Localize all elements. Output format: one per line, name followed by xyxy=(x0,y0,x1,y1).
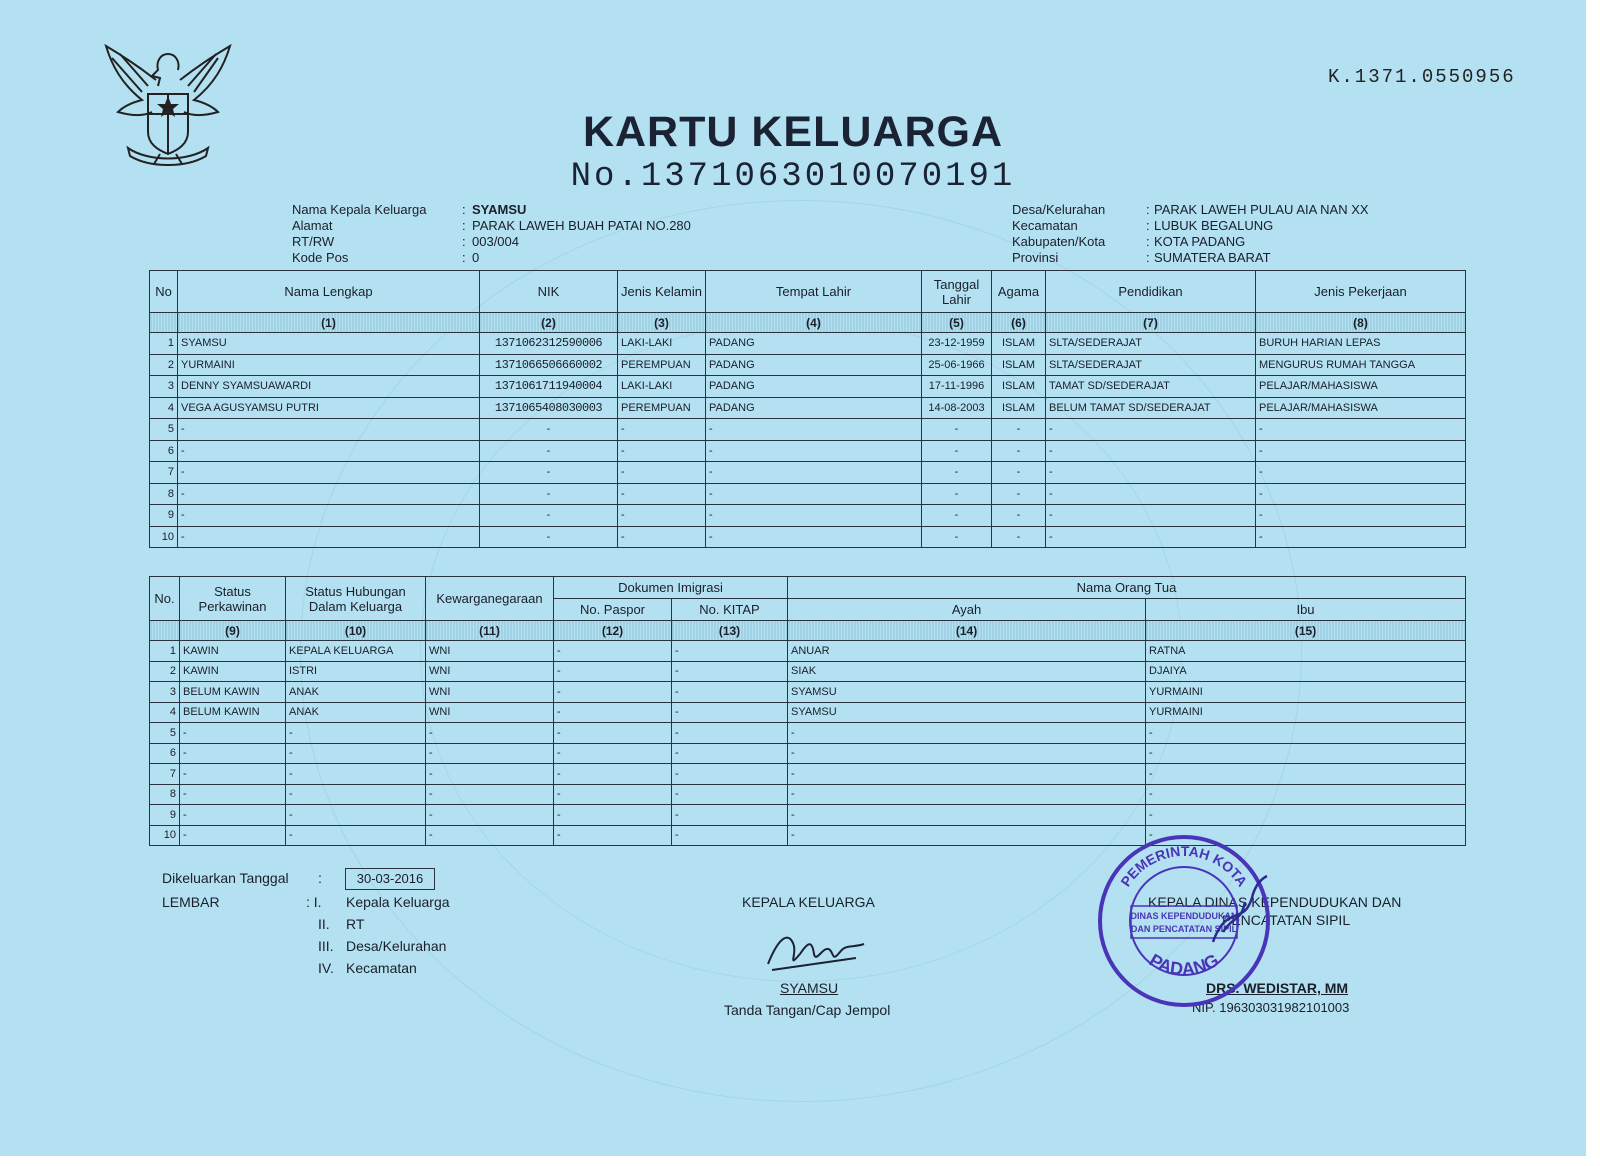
cell-pendidikan: SLTA/SEDERAJAT xyxy=(1046,333,1256,355)
cell-paspor: - xyxy=(554,723,672,744)
col-kewarganegaraan: Kewarganegaraan xyxy=(426,577,554,621)
cell-agama: ISLAM xyxy=(992,397,1046,419)
col-no: No xyxy=(150,271,178,313)
table-row xyxy=(150,764,1466,785)
cell-no: 4 xyxy=(150,702,180,723)
cell-nama: DENNY SYAMSUAWARDI xyxy=(178,376,480,398)
col-agama: Agama xyxy=(992,271,1046,313)
num-cell: (1) xyxy=(178,313,480,333)
cell-tanggal-lahir: - xyxy=(922,462,992,484)
cell-nik: - xyxy=(480,440,618,462)
num-cell xyxy=(150,621,180,641)
cell-ibu: RATNA xyxy=(1146,641,1466,662)
cell-hubungan: - xyxy=(286,784,426,805)
cell-nik: 1371062312590006 xyxy=(480,333,618,355)
head-signature-title: KEPALA KELUARGA xyxy=(742,894,875,910)
cell-kewarganegaraan: WNI xyxy=(426,641,554,662)
table-row xyxy=(150,354,1466,376)
official-nip: NIP. 196303031982101003 xyxy=(1192,1000,1350,1015)
lembar-text-1: Kepala Keluarga xyxy=(346,894,450,910)
table-row xyxy=(150,397,1466,419)
address-label: Alamat xyxy=(292,218,333,233)
cell-paspor: - xyxy=(554,743,672,764)
family-status-table xyxy=(149,576,1466,846)
cell-nama: VEGA AGUSYAMSU PUTRI xyxy=(178,397,480,419)
cell-nik: - xyxy=(480,419,618,441)
cell-hubungan: - xyxy=(286,743,426,764)
cell-nik: - xyxy=(480,483,618,505)
cell-paspor: - xyxy=(554,764,672,785)
cell-no: 8 xyxy=(150,483,178,505)
cell-tempat-lahir: - xyxy=(706,505,922,527)
table-row xyxy=(150,419,1466,441)
table-row xyxy=(150,526,1466,548)
cell-ayah: SYAMSU xyxy=(788,682,1146,703)
cell-jenis-kelamin: - xyxy=(618,440,706,462)
num-cell: (12) xyxy=(554,621,672,641)
cell-tempat-lahir: PADANG xyxy=(706,397,922,419)
svg-text:PADANG xyxy=(1146,950,1222,979)
cell-hubungan: ANAK xyxy=(286,702,426,723)
cell-paspor: - xyxy=(554,702,672,723)
table-row xyxy=(150,462,1466,484)
cell-tanggal-lahir: 14-08-2003 xyxy=(922,397,992,419)
cell-agama: - xyxy=(992,526,1046,548)
num-cell: (14) xyxy=(788,621,1146,641)
num-cell: (2) xyxy=(480,313,618,333)
cell-jenis-kelamin: LAKI-LAKI xyxy=(618,333,706,355)
num-cell: (7) xyxy=(1046,313,1256,333)
cell-kitap: - xyxy=(672,661,788,682)
cell-agama: - xyxy=(992,419,1046,441)
cell-pekerjaan: - xyxy=(1256,505,1466,527)
postcode-value: 0 xyxy=(472,250,480,265)
col-orang-tua: Nama Orang Tua xyxy=(788,577,1466,599)
num-cell: (6) xyxy=(992,313,1046,333)
cell-no: 5 xyxy=(150,723,180,744)
table-row xyxy=(150,440,1466,462)
cell-no: 3 xyxy=(150,376,178,398)
stamp-top-text: PEMERINTAH KOTA xyxy=(1117,842,1251,890)
lembar-num-1: : I. xyxy=(306,894,322,910)
num-cell: (8) xyxy=(1256,313,1466,333)
num-cell: (15) xyxy=(1146,621,1466,641)
cell-tempat-lahir: PADANG xyxy=(706,333,922,355)
cell-ibu: YURMAINI xyxy=(1146,702,1466,723)
rtrw-value: 003/004 xyxy=(472,234,519,249)
cell-nik: - xyxy=(480,462,618,484)
col-kitap: No. KITAP xyxy=(672,599,788,621)
issued-label: Dikeluarkan Tanggal xyxy=(162,870,289,886)
cell-ayah: SIAK xyxy=(788,661,1146,682)
lembar-label: LEMBAR xyxy=(162,894,220,910)
cell-pekerjaan: PELAJAR/MAHASISWA xyxy=(1256,376,1466,398)
cell-no: 1 xyxy=(150,333,178,355)
cell-nama: - xyxy=(178,526,480,548)
cell-kitap: - xyxy=(672,784,788,805)
cell-kitap: - xyxy=(672,743,788,764)
cell-no: 4 xyxy=(150,397,178,419)
col2-no: No. xyxy=(150,577,180,621)
cell-hubungan: - xyxy=(286,805,426,826)
cell-agama: - xyxy=(992,505,1046,527)
cell-pendidikan: - xyxy=(1046,440,1256,462)
document-title: KARTU KELUARGA xyxy=(582,108,1004,156)
table-row xyxy=(150,702,1466,723)
cell-tempat-lahir: - xyxy=(706,419,922,441)
cell-status-kawin: - xyxy=(180,805,286,826)
family-members-table xyxy=(149,270,1466,548)
cell-pekerjaan: - xyxy=(1256,483,1466,505)
official-name: DRS. WEDISTAR, MM xyxy=(1206,980,1349,996)
head-signature-name: SYAMSU xyxy=(780,980,839,996)
cell-tempat-lahir: PADANG xyxy=(706,376,922,398)
serial-number: K.1371.0550956 xyxy=(1328,66,1516,88)
cell-kewarganegaraan: WNI xyxy=(426,661,554,682)
col-ibu: Ibu xyxy=(1146,599,1466,621)
table-row xyxy=(150,661,1466,682)
cell-status-kawin: - xyxy=(180,784,286,805)
cell-pekerjaan: - xyxy=(1256,462,1466,484)
cell-kitap: - xyxy=(672,682,788,703)
num-cell: (5) xyxy=(922,313,992,333)
cell-tanggal-lahir: - xyxy=(922,440,992,462)
num-cell: (3) xyxy=(618,313,706,333)
col-nama: Nama Lengkap xyxy=(178,271,480,313)
cell-jenis-kelamin: - xyxy=(618,505,706,527)
cell-kitap: - xyxy=(672,825,788,846)
cell-status-kawin: BELUM KAWIN xyxy=(180,682,286,703)
cell-ayah: SYAMSU xyxy=(788,702,1146,723)
col-hubungan: Status Hubungan Dalam Keluarga xyxy=(286,577,426,621)
cell-nama: YURMAINI xyxy=(178,354,480,376)
cell-agama: - xyxy=(992,440,1046,462)
stamp-inner-1: DINAS KEPENDUDUKAN xyxy=(1130,911,1238,921)
cell-nama: - xyxy=(178,483,480,505)
cell-pendidikan: - xyxy=(1046,526,1256,548)
cell-pendidikan: SLTA/SEDERAJAT xyxy=(1046,354,1256,376)
province-label: Provinsi xyxy=(1012,250,1059,265)
cell-tanggal-lahir: - xyxy=(922,483,992,505)
table-row xyxy=(150,483,1466,505)
cell-kitap: - xyxy=(672,723,788,744)
cell-kitap: - xyxy=(672,764,788,785)
table-row xyxy=(150,333,1466,355)
cell-tempat-lahir: - xyxy=(706,526,922,548)
cell-hubungan: KEPALA KELUARGA xyxy=(286,641,426,662)
col-nik: NIK xyxy=(480,271,618,313)
lembar-text-2: RT xyxy=(346,916,365,932)
cell-nama: SYAMSU xyxy=(178,333,480,355)
cell-paspor: - xyxy=(554,661,672,682)
head-name-label: Nama Kepala Keluarga xyxy=(292,202,427,217)
official-title-line2: PENCATATAN SIPIL xyxy=(1222,912,1351,928)
head-signature-caption: Tanda Tangan/Cap Jempol xyxy=(724,1002,891,1018)
lembar-text-4: Kecamatan xyxy=(346,960,417,976)
cell-ibu: - xyxy=(1146,784,1466,805)
col-dokumen: Dokumen Imigrasi xyxy=(554,577,788,599)
cell-kitap: - xyxy=(672,805,788,826)
cell-paspor: - xyxy=(554,825,672,846)
cell-tanggal-lahir: 23-12-1959 xyxy=(922,333,992,355)
cell-nama: - xyxy=(178,419,480,441)
cell-hubungan: ANAK xyxy=(286,682,426,703)
cell-agama: ISLAM xyxy=(992,354,1046,376)
cell-kewarganegaraan: - xyxy=(426,723,554,744)
cell-no: 2 xyxy=(150,354,178,376)
cell-jenis-kelamin: - xyxy=(618,419,706,441)
cell-agama: ISLAM xyxy=(992,376,1046,398)
cell-hubungan: ISTRI xyxy=(286,661,426,682)
cell-nik: - xyxy=(480,526,618,548)
official-stamp-icon xyxy=(1095,832,1273,1010)
table-row xyxy=(150,805,1466,826)
cell-agama: - xyxy=(992,462,1046,484)
cell-jenis-kelamin: - xyxy=(618,462,706,484)
num-cell xyxy=(150,313,178,333)
cell-no: 7 xyxy=(150,764,180,785)
cell-pekerjaan: MENGURUS RUMAH TANGGA xyxy=(1256,354,1466,376)
table-row xyxy=(150,743,1466,764)
cell-ibu: - xyxy=(1146,764,1466,785)
cell-ibu: YURMAINI xyxy=(1146,682,1466,703)
regency-value: KOTA PADANG xyxy=(1154,234,1246,249)
cell-tempat-lahir: - xyxy=(706,440,922,462)
cell-agama: ISLAM xyxy=(992,333,1046,355)
kartu-keluarga-document: K.1371.0550956 KARTU KELUARGA No.1371063010070191 Nama Kepala Keluarga : SYAMSU Alamat : PARAK LAWEH BUAH PATAI NO.280 RT/RW : 003/004 Kode Pos : 0 Desa/Kelurahan : PARAK LAWEH PULAU AIA NAN XX Kecamatan : LUBUK BEGALUNG Kabupaten/Kota : KOTA PADANG Provinsi : SUMATERA BARAT No Nama Lengkap NIK Jenis Kelamin Tempat Lahir Tanggal Lahir Agama Pendidikan Jenis Pekerjaan (1) (2) (3) (4) (5) (6) (7) (8) 1 SYAMSU 1371062312590006 LAKI-LAKI PADANG 23-12-1959 ISLAM SLTA/SEDERAJAT BURUH HARIAN LEPAS 2 YURMAINI 1371066506660002 PEREMPUAN PADANG 25-06-1966 ISLAM SLTA/SEDERAJAT MENGURUS RUMAH TANGGA 3 DENNY SYAMSUAWARDI 1371061711940004 LAKI-LAKI PADANG 17-11-1996 ISLAM TAMAT SD/SEDERAJAT PELAJAR/MAHASISWA 4 VEGA AGUSYAMSU PUTRI 1371065408030003 PEREMPUAN PADANG 14-08-2003 ISLAM BELUM TAMAT SD/SEDERAJAT PELAJAR/MAHASISWA 5 - - - - - - - - 6 - - - - - - - - 7 - - - - - - - - 8 - - - - - - - - 9 - - - - - - - - 10 - - - - - - - - No. Status Perkawinan Status Hubungan Dalam Keluarga Kewarganegaraan Dokumen Imigrasi Nama Orang Tua No. Paspor No. KITAP Ayah Ibu (9) (10) (11) (12) (13) (14) (15) 1 KAWIN KEPALA KELUARGA WNI - - ANUAR RATNA 2 KAWIN ISTRI WNI - - SIAK DJAIYA 3 BELUM KAWIN ANAK WNI - - SYAMSU YURMAINI 4 BELUM KAWIN ANAK WNI - - SYAMSU YURMAINI 5 - - - - - - - 6 - - - - - - - 7 - - - - - - - 8 - - - - - - - 9 - - - - - - - 10 - - - - - - - Dikeluarkan Tanggal : 30-03-2016 LEMBAR : I. Kepala Keluarga II. RT III. Desa/Kelurahan IV. Kecamatan KEPALA KELUARGA SYAMSU Tanda Tangan/Cap Jempol KEPALA DINAS KEPENDUDUKAN DAN PENCATATAN SIPIL DRS. WEDISTAR, MM NIP. 196303031982101003 PEMERINTAH KOTA PADANG DINAS KEPENDUDUKAN DAN PENCATATAN SIPIL xyxy=(0,0,1586,1156)
cell-ibu: DJAIYA xyxy=(1146,661,1466,682)
kk-number: No.1371063010070191 xyxy=(570,158,1016,196)
cell-pekerjaan: BURUH HARIAN LEPAS xyxy=(1256,333,1466,355)
cell-jenis-kelamin: PEREMPUAN xyxy=(618,397,706,419)
col-pendidikan: Pendidikan xyxy=(1046,271,1256,313)
table-row xyxy=(150,784,1466,805)
district-label: Kecamatan xyxy=(1012,218,1078,233)
cell-agama: - xyxy=(992,483,1046,505)
head-signature-icon xyxy=(760,924,870,980)
cell-kewarganegaraan: - xyxy=(426,825,554,846)
cell-tanggal-lahir: - xyxy=(922,419,992,441)
table-row xyxy=(150,376,1466,398)
cell-tanggal-lahir: 25-06-1966 xyxy=(922,354,992,376)
col-status-kawin: Status Perkawinan xyxy=(180,577,286,621)
col-tempat-lahir: Tempat Lahir xyxy=(706,271,922,313)
num-cell: (10) xyxy=(286,621,426,641)
cell-no: 6 xyxy=(150,743,180,764)
province-value: SUMATERA BARAT xyxy=(1154,250,1271,265)
table-row xyxy=(150,505,1466,527)
table-row xyxy=(150,641,1466,662)
cell-status-kawin: - xyxy=(180,764,286,785)
cell-pendidikan: BELUM TAMAT SD/SEDERAJAT xyxy=(1046,397,1256,419)
cell-status-kawin: - xyxy=(180,825,286,846)
cell-kewarganegaraan: - xyxy=(426,764,554,785)
cell-jenis-kelamin: PEREMPUAN xyxy=(618,354,706,376)
cell-nama: - xyxy=(178,462,480,484)
cell-jenis-kelamin: LAKI-LAKI xyxy=(618,376,706,398)
cell-ayah: ANUAR xyxy=(788,641,1146,662)
cell-pendidikan: - xyxy=(1046,505,1256,527)
cell-ayah: - xyxy=(788,784,1146,805)
num-cell: (13) xyxy=(672,621,788,641)
cell-no: 7 xyxy=(150,462,178,484)
num-cell: (11) xyxy=(426,621,554,641)
cell-no: 1 xyxy=(150,641,180,662)
regency-label: Kabupaten/Kota xyxy=(1012,234,1106,249)
cell-hubungan: - xyxy=(286,764,426,785)
cell-nama: - xyxy=(178,505,480,527)
col-pekerjaan: Jenis Pekerjaan xyxy=(1256,271,1466,313)
cell-pekerjaan: PELAJAR/MAHASISWA xyxy=(1256,397,1466,419)
table-row xyxy=(150,682,1466,703)
cell-kewarganegaraan: - xyxy=(426,743,554,764)
cell-nik: 1371065408030003 xyxy=(480,397,618,419)
col-tanggal-lahir: Tanggal Lahir xyxy=(922,271,992,313)
cell-no: 3 xyxy=(150,682,180,703)
cell-no: 8 xyxy=(150,784,180,805)
cell-tanggal-lahir: - xyxy=(922,505,992,527)
cell-ibu: - xyxy=(1146,743,1466,764)
num-cell: (9) xyxy=(180,621,286,641)
cell-ayah: - xyxy=(788,825,1146,846)
cell-tanggal-lahir: 17-11-1996 xyxy=(922,376,992,398)
village-label: Desa/Kelurahan xyxy=(1012,202,1106,217)
lembar-text-3: Desa/Kelurahan xyxy=(346,938,447,954)
head-name-value: SYAMSU xyxy=(472,202,527,217)
cell-ayah: - xyxy=(788,805,1146,826)
cell-nama: - xyxy=(178,440,480,462)
cell-kewarganegaraan: - xyxy=(426,784,554,805)
cell-hubungan: - xyxy=(286,825,426,846)
cell-paspor: - xyxy=(554,805,672,826)
cell-tempat-lahir: PADANG xyxy=(706,354,922,376)
lembar-num-4: IV. xyxy=(318,960,334,976)
cell-status-kawin: KAWIN xyxy=(180,641,286,662)
cell-status-kawin: BELUM KAWIN xyxy=(180,702,286,723)
cell-nik: 1371061711940004 xyxy=(480,376,618,398)
table-row xyxy=(150,723,1466,744)
cell-no: 6 xyxy=(150,440,178,462)
num-cell: (4) xyxy=(706,313,922,333)
issued-colon: : xyxy=(318,870,322,886)
cell-tempat-lahir: - xyxy=(706,483,922,505)
village-value: PARAK LAWEH PULAU AIA NAN XX xyxy=(1154,202,1369,217)
cell-pendidikan: TAMAT SD/SEDERAJAT xyxy=(1046,376,1256,398)
issued-date: 30-03-2016 xyxy=(345,868,435,890)
cell-kewarganegaraan: - xyxy=(426,805,554,826)
cell-kewarganegaraan: WNI xyxy=(426,702,554,723)
col-jenis-kelamin: Jenis Kelamin xyxy=(618,271,706,313)
cell-nik: 1371066506660002 xyxy=(480,354,618,376)
cell-pekerjaan: - xyxy=(1256,419,1466,441)
col-paspor: No. Paspor xyxy=(554,599,672,621)
cell-tempat-lahir: - xyxy=(706,462,922,484)
stamp-inner-2: DAN PENCATATAN SIPIL xyxy=(1130,924,1238,934)
cell-kewarganegaraan: WNI xyxy=(426,682,554,703)
cell-ayah: - xyxy=(788,764,1146,785)
lembar-num-3: III. xyxy=(318,938,334,954)
cell-status-kawin: KAWIN xyxy=(180,661,286,682)
cell-jenis-kelamin: - xyxy=(618,483,706,505)
postcode-label: Kode Pos xyxy=(292,250,349,265)
cell-jenis-kelamin: - xyxy=(618,526,706,548)
cell-no: 5 xyxy=(150,419,178,441)
cell-paspor: - xyxy=(554,784,672,805)
lembar-num-2: II. xyxy=(318,916,330,932)
address-value: PARAK LAWEH BUAH PATAI NO.280 xyxy=(472,218,691,233)
cell-no: 2 xyxy=(150,661,180,682)
cell-pendidikan: - xyxy=(1046,483,1256,505)
cell-no: 9 xyxy=(150,505,178,527)
cell-ibu: - xyxy=(1146,723,1466,744)
district-value: LUBUK BEGALUNG xyxy=(1154,218,1274,233)
cell-status-kawin: - xyxy=(180,743,286,764)
cell-pekerjaan: - xyxy=(1256,526,1466,548)
cell-no: 10 xyxy=(150,526,178,548)
cell-paspor: - xyxy=(554,641,672,662)
cell-status-kawin: - xyxy=(180,723,286,744)
cell-ayah: - xyxy=(788,743,1146,764)
cell-pendidikan: - xyxy=(1046,419,1256,441)
cell-no: 9 xyxy=(150,805,180,826)
official-title-line1: KEPALA DINAS KEPENDUDUKAN DAN xyxy=(1148,894,1402,910)
cell-ibu: - xyxy=(1146,805,1466,826)
cell-hubungan: - xyxy=(286,723,426,744)
cell-ibu: - xyxy=(1146,825,1466,846)
cell-kitap: - xyxy=(672,702,788,723)
cell-no: 10 xyxy=(150,825,180,846)
cell-paspor: - xyxy=(554,682,672,703)
cell-pendidikan: - xyxy=(1046,462,1256,484)
cell-kitap: - xyxy=(672,641,788,662)
stamp-bottom-text: PADANG xyxy=(1145,949,1223,980)
cell-tanggal-lahir: - xyxy=(922,526,992,548)
cell-nik: - xyxy=(480,505,618,527)
rtrw-label: RT/RW xyxy=(292,234,335,249)
cell-pekerjaan: - xyxy=(1256,440,1466,462)
cell-ayah: - xyxy=(788,723,1146,744)
col-ayah: Ayah xyxy=(788,599,1146,621)
